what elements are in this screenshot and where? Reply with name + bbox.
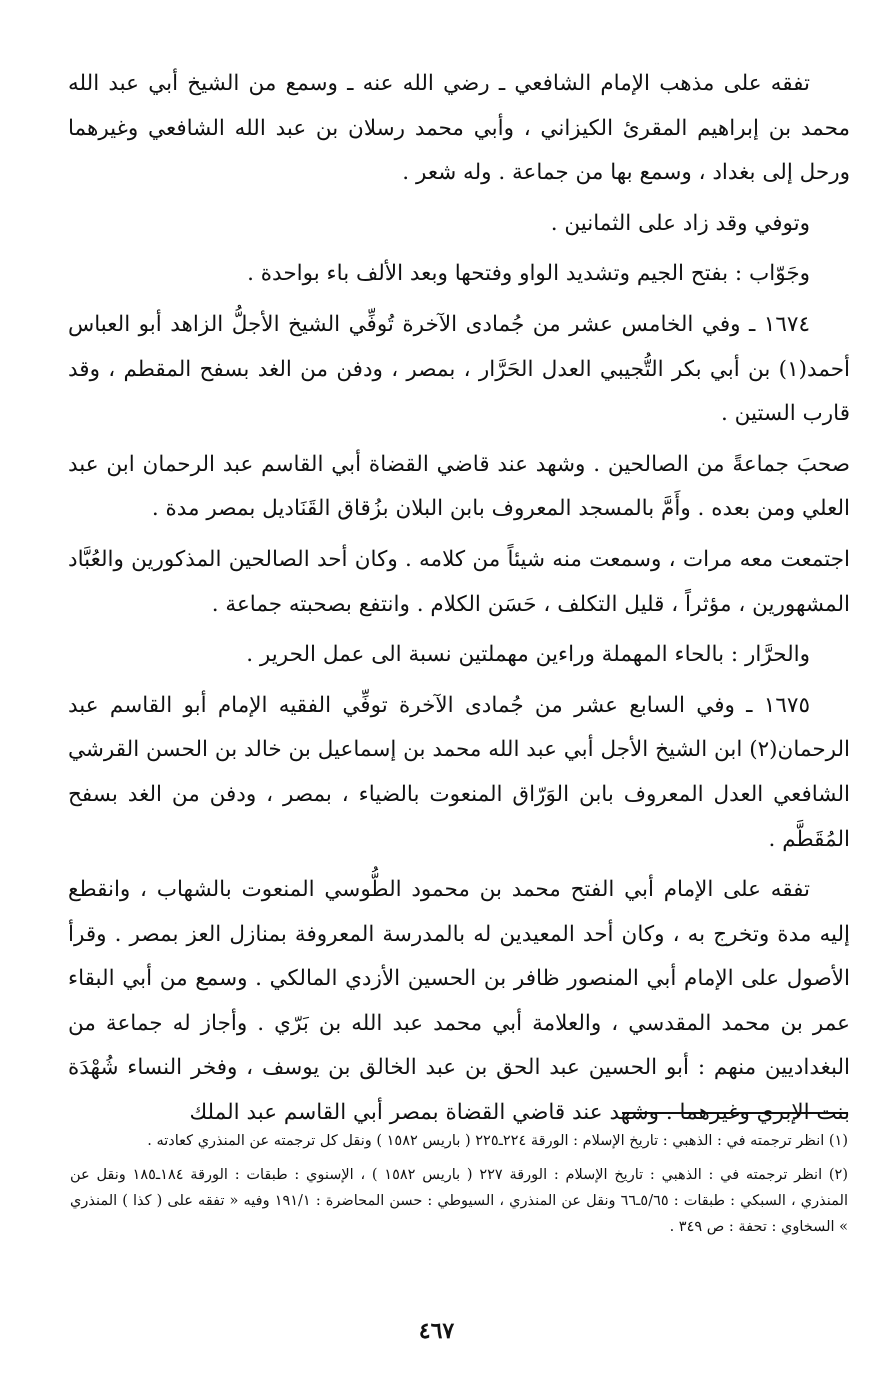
paragraph-studies: تفقه على الإمام أبي الفتح محمد بن محمود الطُّوسي المنعوت بالشهاب ، وانقطع إليه مدة وتخرج به ، وكان أحد المعيدين له بالمدرسة المعروفة بمنازل العز بمصر . وقرأ الأصول على الإمام أبي المنصور ظافر بن الحسين الأزدي المالكي . وسمع من أبي البقاء عمر بن محمد المقدسي ، والعلامة أبي محمد عبد الله بن بَرّي . وأجاز له جماعة من البغداديين منهم : أبو الحسين عبد الحق بن عبد الخالق بن يوسف ، وفخر النساء شُهْدَة بنت الإبري وغيرهما . وشهد عند قاضي القضاة بمصر أبي القاسم عبد الملك <box>68 877 850 1126</box>
entry-1675: ١٦٧٥ ـ وفي السابع عشر من جُمادى الآخرة توفِّي الفقيه الإمام أبو القاسم عبد الرحمان(٢) ابن الشيخ الأجل أبي عبد الله محمد بن إسماعيل بن خالد بن الحسن القرشي الشافعي العدل المعروف بابن الوَرّاق المنعوت بالضياء ، بمصر ، ودفن من الغد بسفح المُقَطَّم . <box>68 692 850 852</box>
entry-1674: ١٦٧٤ ـ وفي الخامس عشر من جُمادى الآخرة تُوفِّي الشيخ الأجلُّ الزاهد أبو العباس أحمد(١) بن أبي بكر التُّجيبي العدل الحَرَّار ، بمصر ، ودفن من الغد بسفح المقطم ، وقد قارب الستين . <box>68 311 850 427</box>
paragraph-companions: صحبَ جماعةً من الصالحين . وشهد عند قاضي القضاة أبي القاسم عبد الرحمان ابن عبد العلي ومن بعده . وأَمَّ بالمسجد المعروف بابن البلان بزُقاق القَنَاديل بمصر مدة . <box>68 451 850 522</box>
paragraph-harrar-note: والحرَّار : بالحاء المهملة وراءين مهملتين نسبة الى عمل الحرير . <box>246 642 810 668</box>
main-text <box>68 62 850 1142</box>
paragraph-continuation: تفقه على مذهب الإمام الشافعي ـ رضي الله عنه ـ وسمع من الشيخ أبي عبد الله محمد بن إبراهيم المقرئ الكيزاني ، وأبي محمد رسلان بن عبد الله الشافعي وغيرهما ورحل إلى بغداد ، وسمع بها من جماعة . وله شعر . <box>68 71 850 186</box>
paragraph-name-note: وجَوّاب : بفتح الجيم وتشديد الواو وفتحها وبعد الألف باء بواحدة . <box>247 261 810 287</box>
paragraph-death-note: وتوفي وقد زاد على الثمانين . <box>550 210 810 236</box>
paragraph-meetings: اجتمعت معه مرات ، وسمعت منه شيئاً من كلامه . وكان أحد الصالحين المذكورين والعُبَّاد المشهورين ، مؤثراً ، قليل التكلف ، حَسَن الكلام . وانتفع بصحبته جماعة . <box>68 546 850 617</box>
page-number: ٤٦٧ <box>418 1318 455 1344</box>
footnote-1: (١) انظر ترجمته في : الذهبي : تاريخ الإسلام : الورقة ٢٢٤ـ٢٢٥ ( باريس ١٥٨٢ ) ونقل كل ترجمته عن المنذري كعادته . <box>147 1133 848 1149</box>
footnote-separator <box>622 1112 848 1114</box>
footnotes <box>70 1128 848 1248</box>
footnote-2: (٢) انظر ترجمته في : الذهبي : تاريخ الإسلام : الورقة ٢٢٧ ( باريس ١٥٨٢ ) ، الإسنوي : طبقات : الورقة ١٨٤ـ١٨٥ ونقل عن المنذري ، السبكي : طبقات : ٥/٦٥ـ٦٦ ونقل عن المنذري ، السيوطي : حسن المحاضرة : ١٩١/١ وفيه « تفقه على ( كذا ) المنذري » السخاوي : تحفة : ص ٣٤٩ . <box>70 1167 849 1235</box>
